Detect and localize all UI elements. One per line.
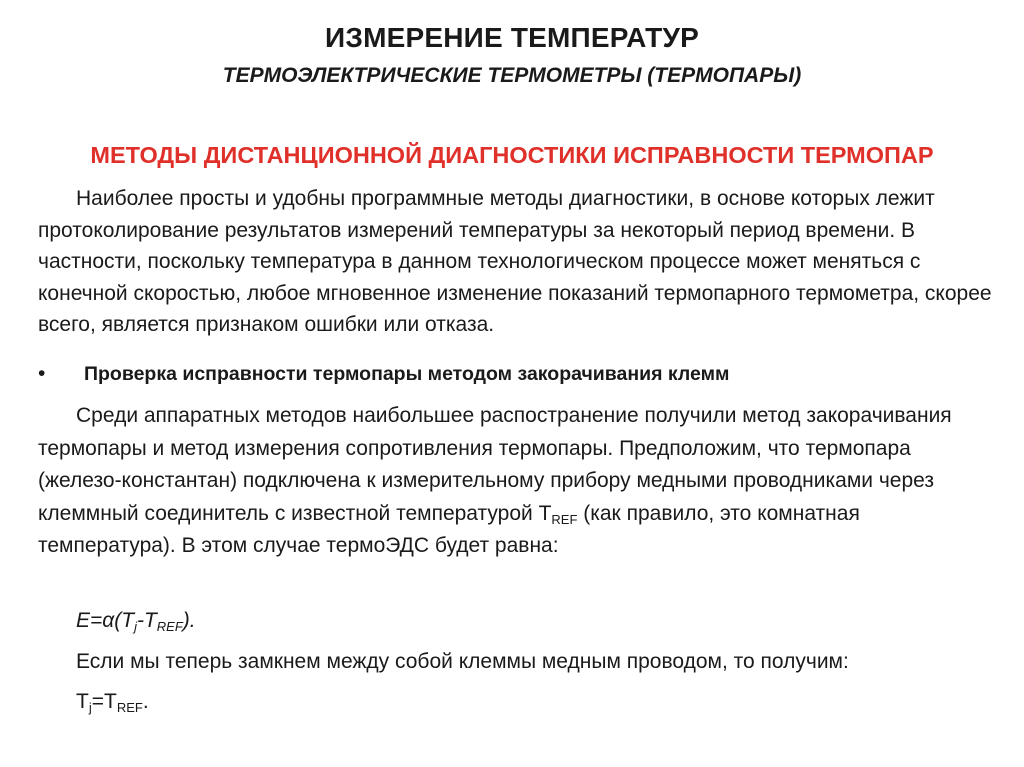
final-eq-sub-ref: REF (116, 700, 143, 715)
section-heading: МЕТОДЫ ДИСТАНЦИОННОЙ ДИАГНОСТИКИ ИСПРАВНОСТИ ТЕРМОПАР (90, 142, 934, 168)
final-eq-eq: =T (91, 690, 117, 713)
formula-mid: -T (136, 609, 157, 632)
final-eq-sub-j: j (88, 700, 92, 715)
emf-formula (76, 609, 196, 633)
paragraph-hardware-methods-part1: Среди аппаратных методов наибольшее распостранение получили метод закорачивания термопары и метод измерения сопротивления термопары. Предположим, что термопара (железо-константан) подключена к измерительному прибору медными проводниками через клеммный соединитель с известной температурой T (38, 404, 952, 525)
bullet-marker: • (38, 362, 46, 385)
paragraph-hardware-methods (38, 400, 998, 563)
final-equation (76, 690, 149, 714)
bullet-text: Проверка исправности термопары методом закорачивания клемм (84, 363, 730, 385)
slide-title: ИЗМЕРЕНИЕ ТЕМПЕРАТУР (325, 22, 699, 53)
formula-prefix: E=α(T (76, 609, 135, 632)
formula-sub-j: j (134, 619, 137, 634)
paragraph-programmatic-methods: Наиболее просты и удобны программные методы диагностики, в основе которых лежит протоколирование результатов измерений температуры за некоторый период времени. В частности, поскольку температура в данном технологическом процессе может меняться с конечной скоростью, любое мгновенное изменение показаний термопарного термометра, скорее всего, является признаком ошибки или отказа. (38, 187, 992, 336)
final-eq-t1: T (76, 690, 89, 713)
formula-sub-ref: REF (156, 619, 183, 634)
tref-subscript: REF (551, 511, 578, 527)
paragraph-short-circuit: Если мы теперь замкнем между собой клеммы медным проводом, то получим: (76, 650, 849, 673)
slide-subtitle: ТЕРМОЭЛЕКТРИЧЕСКИЕ ТЕРМОМЕТРЫ (ТЕРМОПАРЫ) (222, 64, 802, 87)
formula-suffix: ). (182, 609, 196, 632)
paragraph-hardware-methods-part2: (как правило, это комнатная температура). В этом случае термоЭДС будет равна: (38, 501, 860, 557)
final-eq-end: . (142, 690, 149, 713)
